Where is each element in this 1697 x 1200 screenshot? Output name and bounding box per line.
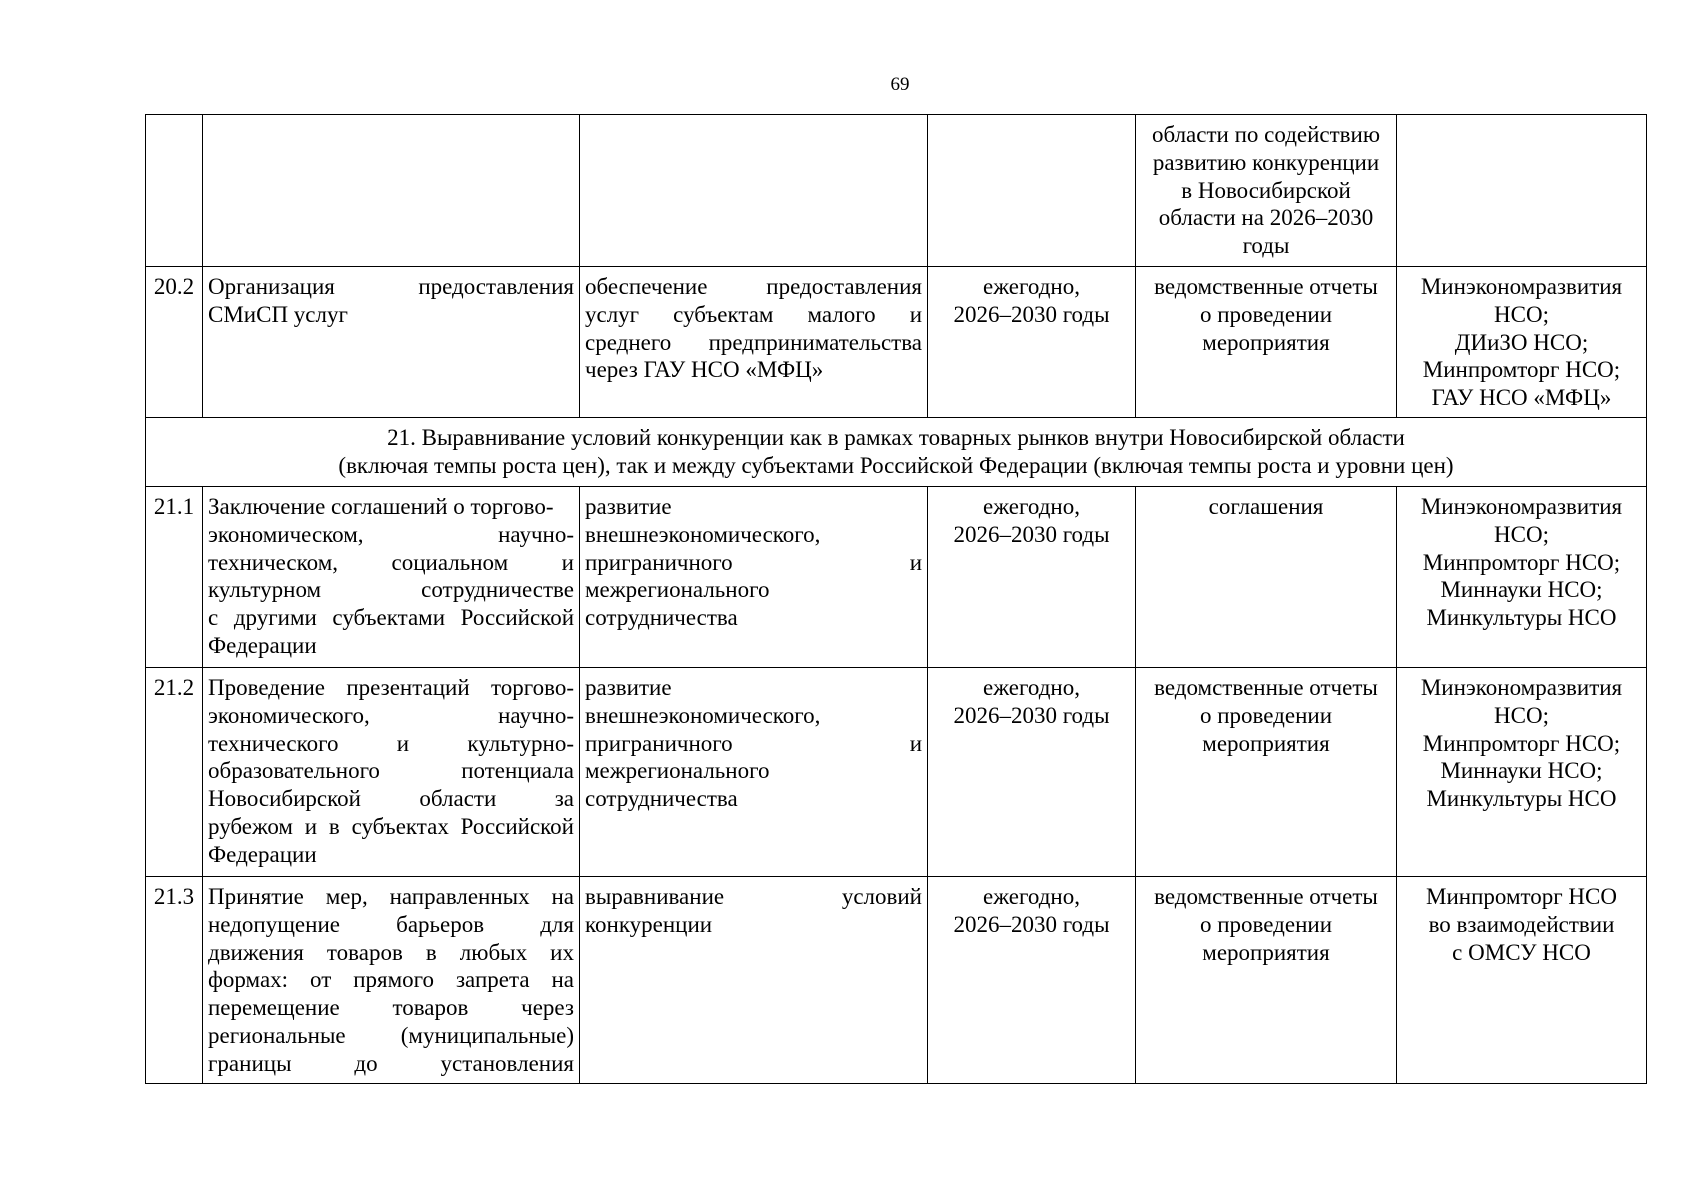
cell-term bbox=[928, 115, 1136, 267]
cell-num: 20.2 bbox=[146, 267, 203, 418]
cell-responsible: Минэкономразвития НСО; Минпромторг НСО; Миннауки НСО; Минкультуры НСО bbox=[1397, 668, 1647, 877]
cell-responsible bbox=[1397, 115, 1647, 267]
cell-term: ежегодно, 2026–2030 годы bbox=[928, 668, 1136, 877]
table-row-20-2 bbox=[146, 267, 1647, 418]
section-header-row bbox=[146, 418, 1647, 487]
table-row-21-3 bbox=[146, 877, 1647, 1084]
section-title: 21. Выравнивание условий конкуренции как в рамках товарных рынков внутри Новосибирской области (включая темпы роста цен), так и между субъектами Российской Федерации (включая темпы роста и уровни цен) bbox=[146, 418, 1647, 487]
cell-num: 21.3 bbox=[146, 877, 203, 1084]
cell-responsible: Минэкономразвития НСО; Минпромторг НСО; Миннауки НСО; Минкультуры НСО bbox=[1397, 487, 1647, 668]
cell-num: 21.1 bbox=[146, 487, 203, 668]
cell-responsible: Минпромторг НСО во взаимодействии с ОМСУ НСО bbox=[1397, 877, 1647, 1084]
cell-term: ежегодно, 2026–2030 годы bbox=[928, 877, 1136, 1084]
cell-report: ведомственные отчеты о проведении мероприятия bbox=[1136, 877, 1397, 1084]
cell-report: ведомственные отчеты о проведении мероприятия bbox=[1136, 267, 1397, 418]
cell-event: Проведение презентаций торгово- экономического, научно- технического и культурно- образовательного потенциала Новосибирской области за рубежом и в субъектах Российской Федерации bbox=[203, 668, 580, 877]
cell-report: соглашения bbox=[1136, 487, 1397, 668]
table-row-continuation bbox=[146, 115, 1647, 267]
cell-report: области по содействию развитию конкуренции в Новосибирской области на 2026–2030 годы bbox=[1136, 115, 1397, 267]
cell-term: ежегодно, 2026–2030 годы bbox=[928, 267, 1136, 418]
cell-event: Заключение соглашений о торгово- экономическом, научно- техническом, социальном и культурном сотрудничестве с другими субъектами Российской Федерации bbox=[203, 487, 580, 668]
cell-event: Принятие мер, направленных на недопущение барьеров для движения товаров в любых их формах: от прямого запрета на перемещение товаров через региональные (муниципальные) границы до установления bbox=[203, 877, 580, 1084]
cell-num: 21.2 bbox=[146, 668, 203, 877]
table-row-21-1 bbox=[146, 487, 1647, 668]
cell-event: Организация предоставления СМиСП услуг bbox=[203, 267, 580, 418]
cell-result: развитие внешнеэкономического, приграничного и межрегионального сотрудничества bbox=[580, 487, 928, 668]
cell-result: выравнивание условий конкуренции bbox=[580, 877, 928, 1084]
page-number: 69 bbox=[890, 74, 910, 95]
cell-result: обеспечение предоставления услуг субъектам малого и среднего предпринимательства через ГАУ НСО «МФЦ» bbox=[580, 267, 928, 418]
cell-result: развитие внешнеэкономического, приграничного и межрегионального сотрудничества bbox=[580, 668, 928, 877]
cell-result bbox=[580, 115, 928, 267]
cell-num bbox=[146, 115, 203, 267]
measures-table bbox=[145, 114, 1647, 1084]
cell-report: ведомственные отчеты о проведении мероприятия bbox=[1136, 668, 1397, 877]
cell-responsible: Минэкономразвития НСО; ДИиЗО НСО; Минпромторг НСО; ГАУ НСО «МФЦ» bbox=[1397, 267, 1647, 418]
cell-term: ежегодно, 2026–2030 годы bbox=[928, 487, 1136, 668]
table-row-21-2 bbox=[146, 668, 1647, 877]
cell-event bbox=[203, 115, 580, 267]
